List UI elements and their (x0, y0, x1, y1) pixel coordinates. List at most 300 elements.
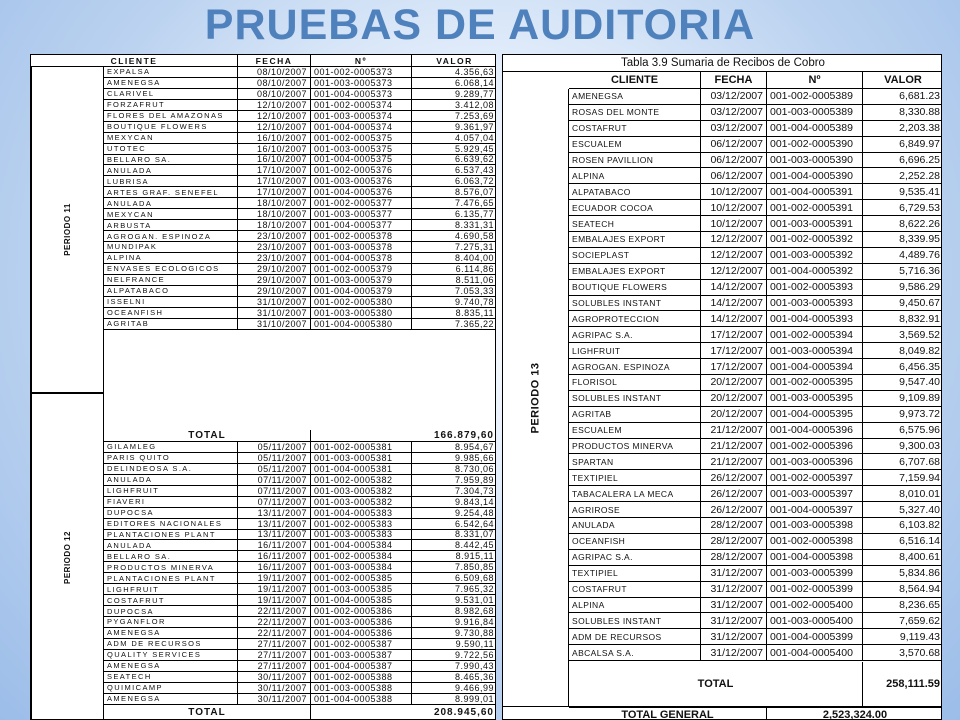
row-fecha: 19/11/2007 (238, 595, 311, 605)
row-numero: 001-004-0005381 (311, 464, 412, 474)
row-valor: 9.361,97 (454, 121, 494, 132)
row-numero: 001-002-0005380 (311, 297, 412, 307)
table-row (104, 319, 496, 330)
row-fecha: 29/10/2007 (238, 264, 311, 274)
row-fecha: 30/11/2007 (238, 683, 311, 693)
row-numero: 001-003-0005378 (311, 242, 412, 252)
table-row (104, 551, 496, 562)
row-fecha: 22/11/2007 (238, 617, 311, 627)
header-fecha: FECHA (238, 55, 311, 66)
row-cliente: FORZAFRUT (104, 100, 238, 110)
row-cliente: ANULADA (104, 540, 238, 550)
row-valor: 9,547.40 (899, 376, 940, 389)
row-fecha: 08/10/2007 (238, 78, 311, 88)
table-row (104, 165, 496, 176)
row-fecha: 17/10/2007 (238, 187, 311, 197)
row-valor: 8.404,00 (454, 252, 494, 263)
row-valor: 8,400.61 (899, 551, 940, 564)
row-fecha: 22/11/2007 (238, 606, 311, 616)
period-11-total-label: TOTAL (104, 430, 311, 441)
row-cliente: UTOTEC (104, 144, 238, 154)
header-cliente: CLIENTE (31, 55, 238, 66)
row-valor: 3,569.52 (899, 328, 940, 341)
row-cliente: TABACALERA LA MECA (569, 486, 701, 501)
table-row (104, 78, 496, 89)
row-valor: 9.590,11 (455, 638, 494, 649)
row-numero: 001-004-0005380 (311, 319, 412, 329)
period-12-total-value: 208.945,60 (433, 707, 494, 718)
row-fecha: 26/12/2007 (701, 470, 767, 485)
row-cliente: ISSELNI (104, 297, 238, 307)
table-row (104, 540, 496, 551)
row-numero: 001-002-0005381 (311, 442, 412, 452)
row-numero: 001-003-0005388 (311, 683, 412, 693)
row-numero: 001-003-0005385 (311, 584, 412, 594)
row-fecha: 16/10/2007 (238, 144, 311, 154)
row-cliente: ESCUALEM (569, 423, 701, 438)
table-row (569, 248, 942, 264)
row-numero: 001-002-0005376 (311, 165, 412, 175)
row-fecha: 17/12/2007 (701, 359, 767, 374)
row-valor: 9.916,84 (454, 617, 494, 627)
row-numero: 001-003-0005377 (311, 209, 412, 219)
row-cliente: AMENEGSA (104, 661, 238, 671)
table-row (569, 89, 942, 105)
row-valor: 7.304,73 (454, 485, 494, 496)
row-valor: 8.511,06 (455, 274, 494, 285)
row-valor: 4.356,63 (454, 67, 494, 77)
row-fecha: 29/10/2007 (238, 275, 311, 285)
row-valor: 6.537,43 (454, 165, 494, 176)
row-valor: 9,973.72 (899, 408, 940, 421)
row-cliente: AMENEGSA (104, 78, 238, 88)
row-numero: 001-002-0005386 (311, 606, 412, 616)
row-cliente: NELFRANCE (104, 275, 238, 285)
row-fecha: 12/10/2007 (238, 100, 311, 110)
table-row (569, 184, 942, 200)
table-row (569, 518, 942, 534)
row-valor: 9.985,66 (454, 452, 494, 463)
row-fecha: 31/12/2007 (701, 613, 767, 628)
row-valor: 3.412,08 (454, 99, 494, 110)
table-row (104, 122, 496, 133)
row-numero: 001-003-0005399 (767, 566, 863, 581)
row-valor: 5,327.40 (899, 503, 940, 516)
row-numero: 001-003-0005394 (767, 343, 863, 358)
row-cliente: COSTAFRUT (104, 595, 238, 605)
row-fecha: 17/12/2007 (701, 327, 767, 342)
row-cliente: PLANTACIONES PLANT (104, 573, 238, 583)
row-valor: 6.639,62 (454, 154, 494, 165)
period-13-label: PERIODO 13 (529, 361, 542, 434)
row-fecha: 23/10/2007 (238, 231, 311, 241)
row-valor: 7.275,31 (454, 242, 494, 252)
row-cliente: PRODUCTOS MINERVA (569, 439, 701, 454)
row-fecha: 12/12/2007 (701, 232, 767, 247)
row-cliente: LIGHFRUIT (104, 584, 238, 594)
period-13-total-label: TOTAL (569, 662, 863, 706)
row-fecha: 27/11/2007 (238, 639, 311, 649)
row-cliente: AGRIROSE (569, 502, 701, 517)
row-cliente: AGRIPAC S.A. (569, 327, 701, 342)
row-fecha: 13/11/2007 (238, 530, 311, 540)
row-valor: 7.850,85 (454, 562, 494, 573)
row-fecha: 10/12/2007 (701, 200, 767, 215)
row-cliente: FLORISOL (569, 375, 701, 390)
row-numero: 001-004-0005375 (311, 155, 412, 165)
table-row (104, 297, 496, 308)
table-row (569, 375, 942, 391)
row-fecha: 12/10/2007 (238, 122, 311, 132)
row-fecha: 05/11/2007 (238, 442, 311, 452)
period-13-rows (569, 89, 942, 661)
row-numero: 001-002-0005383 (311, 519, 412, 529)
table-row (569, 582, 942, 598)
row-fecha: 05/11/2007 (238, 453, 311, 463)
row-numero: 001-002-0005395 (767, 375, 863, 390)
row-valor: 8,564.94 (899, 583, 940, 596)
row-cliente: AGRIPAC S.A. (569, 550, 701, 565)
row-valor: 9.730,88 (454, 627, 494, 638)
row-valor: 2,252.28 (899, 169, 940, 182)
row-fecha: 05/11/2007 (238, 464, 311, 474)
row-valor: 7.253,69 (454, 110, 494, 121)
table-row (104, 67, 496, 78)
row-numero: 001-004-0005395 (767, 407, 863, 422)
table-row (104, 508, 496, 519)
row-cliente: ARBUSTA (104, 220, 238, 230)
row-cliente: SOLUBLES INSTANT (569, 391, 701, 406)
row-numero: 001-002-0005385 (311, 573, 412, 583)
row-cliente: LIGHFRUIT (104, 486, 238, 496)
row-numero: 001-002-0005377 (311, 198, 412, 208)
table-row (569, 311, 942, 327)
table-row (569, 153, 942, 169)
table-row (569, 216, 942, 232)
period-11-rows (104, 67, 496, 330)
row-numero: 001-003-0005389 (767, 105, 863, 120)
table-row (569, 264, 942, 280)
table-row (569, 629, 942, 645)
row-valor: 8.442,45 (454, 540, 494, 551)
row-valor: 8.465,36 (454, 671, 494, 682)
table-row (104, 308, 496, 319)
row-numero: 001-002-0005390 (767, 137, 863, 152)
row-fecha: 31/10/2007 (238, 308, 311, 318)
row-cliente: ENVASES ECOLOGICOS (104, 264, 238, 274)
row-valor: 3,570.68 (899, 646, 940, 659)
row-valor: 2,203.38 (899, 122, 940, 135)
table-row (104, 694, 496, 705)
row-cliente: ESCUALEM (569, 137, 701, 152)
row-valor: 9,450.67 (899, 297, 940, 310)
row-valor: 5,716.36 (899, 265, 940, 278)
row-fecha: 16/11/2007 (238, 551, 311, 561)
table-row (104, 242, 496, 253)
row-cliente: ALPINA (104, 253, 238, 263)
row-valor: 6,575.96 (899, 424, 940, 437)
table-row (104, 683, 496, 694)
row-fecha: 30/11/2007 (238, 672, 311, 682)
row-cliente: AMENEGSA (104, 628, 238, 638)
row-cliente: SOLUBLES INSTANT (569, 296, 701, 311)
period-12-total-row (104, 705, 496, 720)
table-row (104, 253, 496, 264)
row-cliente: ARTES GRAF. SENEFEL (104, 187, 238, 197)
row-fecha: 17/10/2007 (238, 165, 311, 175)
row-cliente: ADM DE RECURSOS (104, 639, 238, 649)
row-numero: 001-003-0005382 (311, 486, 412, 496)
row-fecha: 31/10/2007 (238, 319, 311, 329)
table-row (569, 439, 942, 455)
row-fecha: 17/10/2007 (238, 176, 311, 186)
row-cliente: SOLUBLES INSTANT (569, 613, 701, 628)
row-cliente: CLARIVEL (104, 89, 238, 99)
table-row (104, 486, 496, 497)
table-row (569, 502, 942, 518)
row-cliente: PRODUCTOS MINERVA (104, 562, 238, 572)
row-numero: 001-004-0005394 (767, 359, 863, 374)
table-row (104, 519, 496, 530)
row-numero: 001-002-0005399 (767, 582, 863, 597)
row-cliente: ANULADA (104, 475, 238, 485)
row-numero: 001-002-0005379 (311, 264, 412, 274)
row-valor: 4.690,58 (454, 231, 494, 241)
table-row (104, 133, 496, 144)
row-numero: 001-002-0005394 (767, 327, 863, 342)
row-cliente: ALPINA (569, 598, 701, 613)
row-numero: 001-003-0005398 (767, 518, 863, 533)
table-row (569, 598, 942, 614)
row-fecha: 26/12/2007 (701, 486, 767, 501)
row-valor: 7.053,33 (454, 285, 494, 296)
row-fecha: 23/10/2007 (238, 242, 311, 252)
row-cliente: QUIMICAMP (104, 683, 238, 693)
row-fecha: 16/10/2007 (238, 155, 311, 165)
row-numero: 001-003-0005386 (311, 617, 412, 627)
table-row (104, 562, 496, 573)
table-row (104, 209, 496, 220)
row-fecha: 18/10/2007 (238, 220, 311, 230)
table-row (104, 573, 496, 584)
row-numero: 001-002-0005391 (767, 200, 863, 215)
row-cliente: MEXYCAN (104, 133, 238, 143)
header-numero: Nº (767, 72, 863, 88)
table-row (104, 584, 496, 595)
row-valor: 4.057,04 (454, 132, 494, 143)
row-valor: 8,049.82 (899, 344, 940, 357)
row-fecha: 21/12/2007 (701, 423, 767, 438)
header-numero: Nº (311, 55, 412, 66)
row-fecha: 06/12/2007 (701, 137, 767, 152)
row-numero: 001-003-0005384 (311, 562, 412, 572)
row-numero: 001-004-0005397 (767, 502, 863, 517)
row-cliente: EMBALAJES EXPORT (569, 232, 701, 247)
table-row (104, 100, 496, 111)
table-row (104, 144, 496, 155)
row-cliente: AGROPROTECCION (569, 311, 701, 326)
row-numero: 001-003-0005396 (767, 454, 863, 469)
row-cliente: AGROGAN. ESPINOZA (104, 231, 238, 241)
row-valor: 6.114,86 (455, 263, 494, 274)
table-row (104, 286, 496, 297)
table-row (569, 486, 942, 502)
row-fecha: 14/12/2007 (701, 280, 767, 295)
table-row (569, 534, 942, 550)
row-cliente: SOCIEPLAST (569, 248, 701, 263)
row-numero: 001-003-0005382 (311, 497, 412, 507)
row-cliente: ROSAS DEL MONTE (569, 105, 701, 120)
row-cliente: ROSEN PAVILLION (569, 153, 701, 168)
row-numero: 001-004-0005391 (767, 184, 863, 199)
row-cliente: BOUTIQUE FLOWERS (104, 122, 238, 132)
row-cliente: AGRITAB (104, 319, 238, 329)
row-fecha: 31/12/2007 (701, 582, 767, 597)
row-fecha: 26/12/2007 (701, 502, 767, 517)
table-row (569, 550, 942, 566)
row-cliente: DUPOCSA (104, 508, 238, 518)
row-valor: 6.063,72 (454, 176, 494, 187)
row-fecha: 20/12/2007 (701, 407, 767, 422)
row-valor: 8.835,11 (455, 307, 494, 318)
table-row (104, 220, 496, 231)
row-cliente: AGRITAB (569, 407, 701, 422)
row-valor: 7.476,65 (454, 198, 494, 209)
row-numero: 001-003-0005393 (767, 296, 863, 311)
row-valor: 4,489.76 (899, 249, 940, 262)
row-cliente: AMENEGSA (569, 89, 701, 104)
row-numero: 001-004-0005392 (767, 264, 863, 279)
row-numero: 001-003-0005397 (767, 486, 863, 501)
table-row (569, 327, 942, 343)
table-row (569, 137, 942, 153)
row-numero: 001-002-0005384 (311, 551, 412, 561)
row-cliente: ABCALSA S.A. (569, 645, 701, 660)
row-valor: 9.254,48 (454, 507, 494, 518)
row-fecha: 10/12/2007 (701, 216, 767, 231)
right-table-header (569, 72, 942, 89)
row-numero: 001-003-0005387 (311, 650, 412, 660)
row-numero: 001-003-0005376 (311, 176, 412, 186)
row-cliente: ALPATABACO (104, 286, 238, 296)
table-row (569, 105, 942, 121)
row-cliente: ECUADOR COCOA (569, 200, 701, 215)
row-cliente: MUNDIPAK (104, 242, 238, 252)
period-11-total-value: 166.879,60 (433, 430, 494, 441)
row-numero: 001-004-0005388 (311, 694, 412, 704)
row-numero: 001-004-0005377 (311, 220, 412, 230)
row-numero: 001-003-0005395 (767, 391, 863, 406)
table-row (569, 391, 942, 407)
row-fecha: 14/12/2007 (701, 311, 767, 326)
row-fecha: 27/11/2007 (238, 650, 311, 660)
row-fecha: 28/12/2007 (701, 550, 767, 565)
row-cliente: COSTAFRUT (569, 121, 701, 136)
row-cliente: EDITORES NACIONALES (104, 519, 238, 529)
row-numero: 001-002-0005396 (767, 439, 863, 454)
table-row (104, 89, 496, 100)
table-row (569, 645, 942, 661)
row-fecha: 20/12/2007 (701, 375, 767, 390)
period-11-total-row (104, 430, 496, 442)
row-fecha: 12/12/2007 (701, 264, 767, 279)
header-valor: VALOR (884, 74, 922, 86)
row-valor: 7,659.62 (899, 614, 940, 627)
row-numero: 001-003-0005381 (311, 453, 412, 463)
table-row (569, 232, 942, 248)
period-12-total-label: TOTAL (104, 705, 311, 720)
table-row (104, 606, 496, 617)
row-cliente: BOUTIQUE FLOWERS (569, 280, 701, 295)
grand-total-label: TOTAL GENERAL (569, 708, 767, 720)
row-valor: 9.531,01 (454, 595, 494, 606)
row-valor: 5.929,45 (454, 143, 494, 154)
row-cliente: FIAVERI (104, 497, 238, 507)
row-fecha: 12/10/2007 (238, 111, 311, 121)
row-valor: 6,681.23 (899, 90, 940, 103)
row-valor: 6,516.14 (899, 535, 940, 548)
row-numero: 001-002-0005398 (767, 534, 863, 549)
left-table-header (31, 55, 496, 67)
row-fecha: 03/12/2007 (701, 105, 767, 120)
row-numero: 001-002-0005378 (311, 231, 412, 241)
grand-total-row (569, 707, 942, 720)
row-numero: 001-004-0005383 (311, 508, 412, 518)
table-row (104, 275, 496, 286)
row-numero: 001-004-0005385 (311, 595, 412, 605)
row-valor: 8.331,07 (454, 529, 494, 540)
row-cliente: QUALITY SERVICES (104, 650, 238, 660)
row-cliente: EMBALAJES EXPORT (569, 264, 701, 279)
row-numero: 001-003-0005379 (311, 275, 412, 285)
row-fecha: 06/12/2007 (701, 168, 767, 183)
table-row (104, 155, 496, 166)
row-numero: 001-003-0005392 (767, 248, 863, 263)
row-cliente: COSTAFRUT (569, 582, 701, 597)
table-row (104, 453, 496, 464)
row-numero: 001-004-0005399 (767, 629, 863, 644)
row-fecha: 03/12/2007 (701, 121, 767, 136)
header-valor: VALOR (436, 55, 473, 66)
row-cliente: LIGHFRUIT (569, 343, 701, 358)
row-fecha: 23/10/2007 (238, 253, 311, 263)
row-cliente: PARIS QUITO (104, 453, 238, 463)
row-cliente: ALPATABACO (569, 184, 701, 199)
row-valor: 9.466,99 (454, 682, 494, 693)
row-numero: 001-003-0005400 (767, 613, 863, 628)
row-valor: 9,586.29 (899, 281, 940, 294)
row-numero: 001-004-0005398 (767, 550, 863, 565)
row-fecha: 03/12/2007 (701, 89, 767, 104)
row-fecha: 12/12/2007 (701, 248, 767, 263)
row-numero: 001-003-0005391 (767, 216, 863, 231)
row-cliente: DELINDEOSA S.A. (104, 464, 238, 474)
row-fecha: 08/10/2007 (238, 67, 311, 77)
row-numero: 001-004-0005373 (311, 89, 412, 99)
row-fecha: 27/11/2007 (238, 661, 311, 671)
period-11-label-cell (31, 67, 104, 393)
row-fecha: 21/12/2007 (701, 439, 767, 454)
row-fecha: 19/11/2007 (238, 584, 311, 594)
row-valor: 8.915,11 (455, 551, 494, 562)
row-valor: 9,535.41 (899, 185, 940, 198)
row-fecha: 17/12/2007 (701, 343, 767, 358)
table-row (104, 661, 496, 672)
row-fecha: 22/11/2007 (238, 628, 311, 638)
row-valor: 8,832.91 (899, 312, 940, 325)
row-numero: 001-003-0005390 (767, 153, 863, 168)
row-valor: 6,849.97 (899, 138, 940, 151)
